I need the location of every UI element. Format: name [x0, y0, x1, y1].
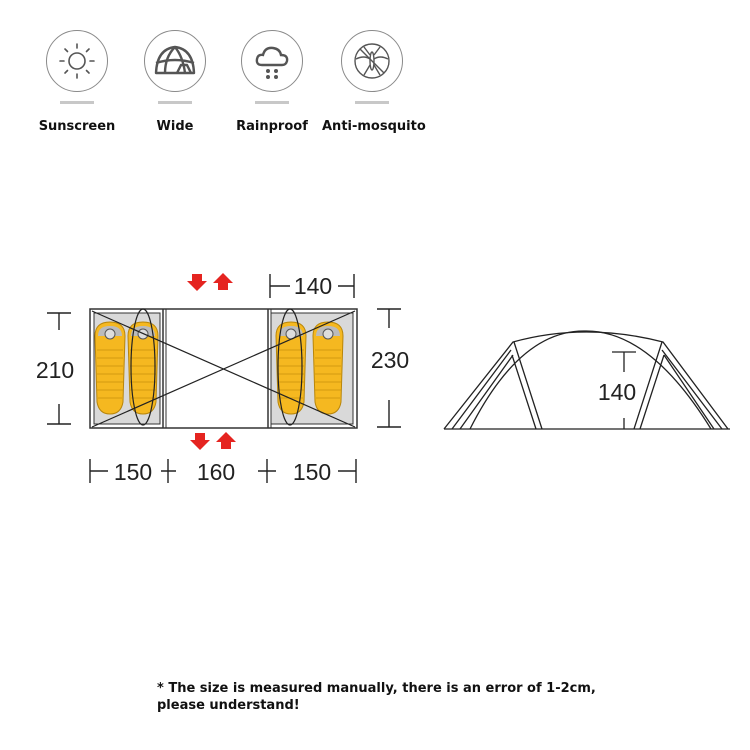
feature-label: Rainproof	[236, 119, 308, 134]
feature-label: Sunscreen	[38, 119, 116, 134]
side-view	[444, 331, 730, 429]
red-arrows	[187, 273, 236, 450]
width-middle-label: 160	[196, 459, 236, 485]
feature-label: Wide	[156, 119, 194, 134]
width-left-label: 150	[113, 459, 153, 485]
size-note: * The size is measured manually, there is an error of 1-2cm, please understand!	[157, 681, 596, 713]
peak-height-label: 140	[597, 379, 637, 405]
inner-height-label: 210	[35, 357, 75, 383]
feature-label: Anti-mosquito	[322, 119, 426, 134]
vestibule-depth-label: 140	[293, 273, 333, 299]
width-right-label: 150	[292, 459, 332, 485]
outer-height-label: 230	[370, 347, 410, 373]
